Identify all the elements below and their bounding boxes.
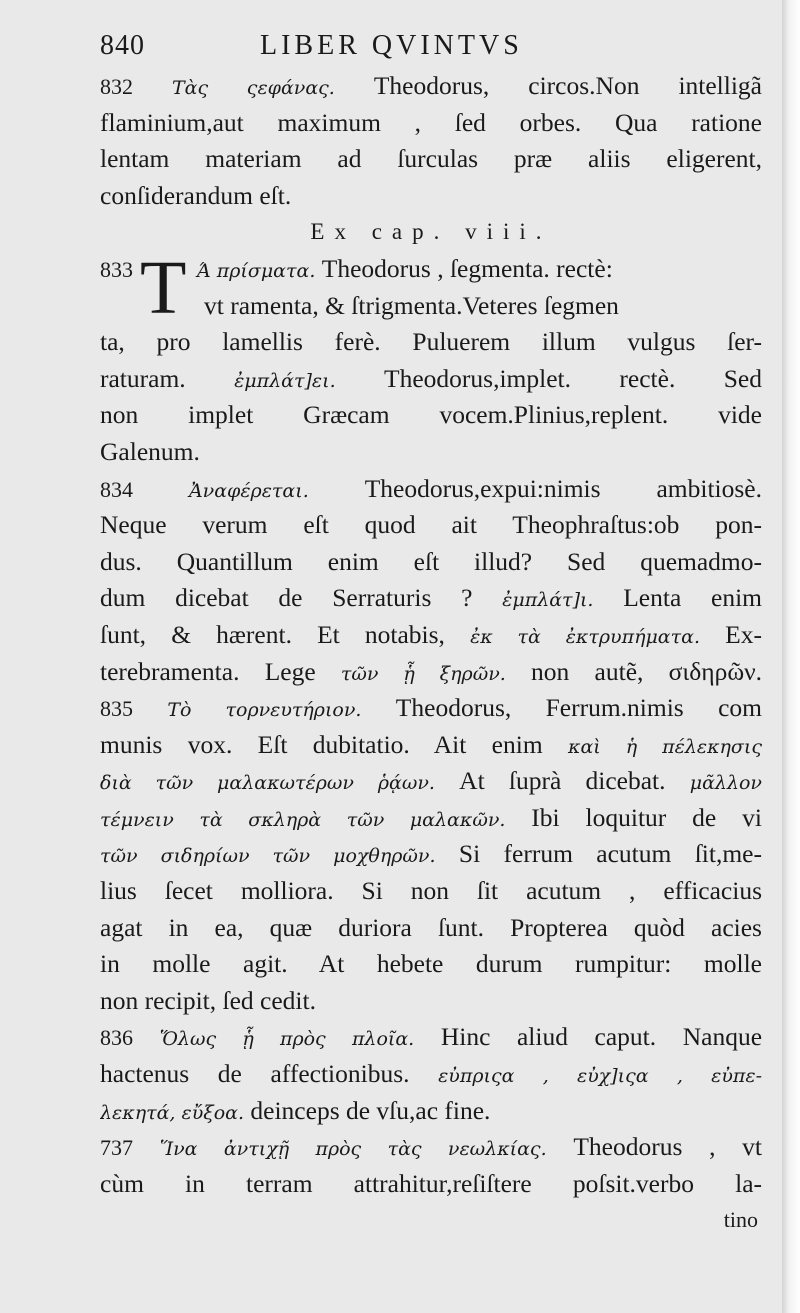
page-edge (782, 0, 800, 1313)
text-line: conſiderandum eſt. (100, 180, 292, 210)
catchword: tino (723, 1207, 758, 1233)
text-line: λεκητά, εὔξοα. deinceps de vſu,ac fine. (100, 1095, 491, 1125)
text-line: Galenum. (100, 436, 200, 466)
drop-cap: T (140, 245, 187, 330)
drop-cap-entry (100, 245, 762, 330)
running-head (100, 30, 762, 68)
text-block (100, 30, 762, 1239)
text-line: cùm in terram attrahitur,reſiſtere poſsit.verbo la- (100, 1168, 762, 1198)
text-line: dus. Quantillum enim eſt illud? Sed quemadmo- (100, 546, 762, 576)
text-line: non implet Græcam vocem.Plinius,replent. vide (100, 400, 762, 430)
text-line: τῶν σιδηρίων τῶν μοχθηρῶν. Si ferrum acutum ſit,me- (100, 839, 762, 869)
text-line: lentam materiam ad ſurculas præ aliis eligerent, (100, 144, 762, 174)
text-line: in molle agit. At hebete durum rumpitur: molle (100, 949, 762, 979)
text-line: 833 Ά πρίσματα. Theodorus , ſegmenta. rectè: (100, 253, 613, 283)
text-line: terebramenta. Lege τῶν ᾗ ξηρῶν. non autẽ, σιδηρῶν. (100, 656, 762, 686)
text-line: 737 Ἵνα ἀντιχῇ πρὸς τὰς νεωλκίας. Theodorus , vt (100, 1132, 762, 1162)
text-line: τέμνειν τὰ σκληρὰ τῶν μαλακῶν. Ibi loquitur de vi (100, 802, 762, 832)
text-line: 836 Ὅλως ᾗ πρὸς πλοῖα. Hinc aliud caput. Nanque (100, 1022, 762, 1052)
text-line: agat in ea, quæ duriora ſunt. Propterea quòd acies (100, 912, 762, 942)
running-title: LIBER QVINTVS (260, 30, 523, 61)
text-line: ta, pro lamellis ferè. Puluerem illum vulgus ſer- (100, 327, 762, 357)
text-line: 832 Τὰς ςεφάνας. Theodorus, circos.Non intelligã (100, 71, 762, 100)
text-line: munis vox. Eſt dubitatio. Ait enim καὶ ἡ πέλεκησις (100, 729, 762, 759)
text-line: διὰ τῶν μαλακωτέρων ῥᾴων. At ſuprà dicebat. μᾶλλον (100, 766, 762, 796)
text-line: Neque verum eſt quod ait Theophraſtus:ob pon- (100, 510, 762, 540)
text-line: lius ſecet molliora. Si non ſit acutum , efficacius (100, 876, 762, 906)
text-line: dum dicebat de Serraturis ? ἐμπλάτ]ι. Lenta enim (100, 583, 762, 613)
text-line: 834 Ἀναφέρεται. Theodorus,expui:nimis ambitiosè. (100, 473, 762, 503)
text-line: raturam. ἐμπλάτ]ει. Theodorus,implet. rectè. Sed (100, 363, 762, 393)
chapter-heading: Ex cap. viii. (310, 219, 552, 245)
text-line: vt ramenta, & ſtrigmenta.Veteres ſegmen (204, 290, 619, 320)
text-line: flaminium,aut maximum , ſed orbes. Qua ratione (100, 107, 762, 137)
page-number: 840 (100, 30, 145, 61)
text-line: ſunt, & hærent. Et notabis, ἐκ τὰ ἐκτρυπήματα. Ex- (100, 619, 762, 649)
text-line: 835 Τὸ τορνευτήριον. Theodorus, Ferrum.nimis com (100, 693, 762, 723)
text-line: non recipit, ſed cedit. (100, 985, 316, 1015)
text-line: hactenus de affectionibus. εὐπριςα , εὐχ]ιςα , εὐπε- (100, 1059, 762, 1089)
